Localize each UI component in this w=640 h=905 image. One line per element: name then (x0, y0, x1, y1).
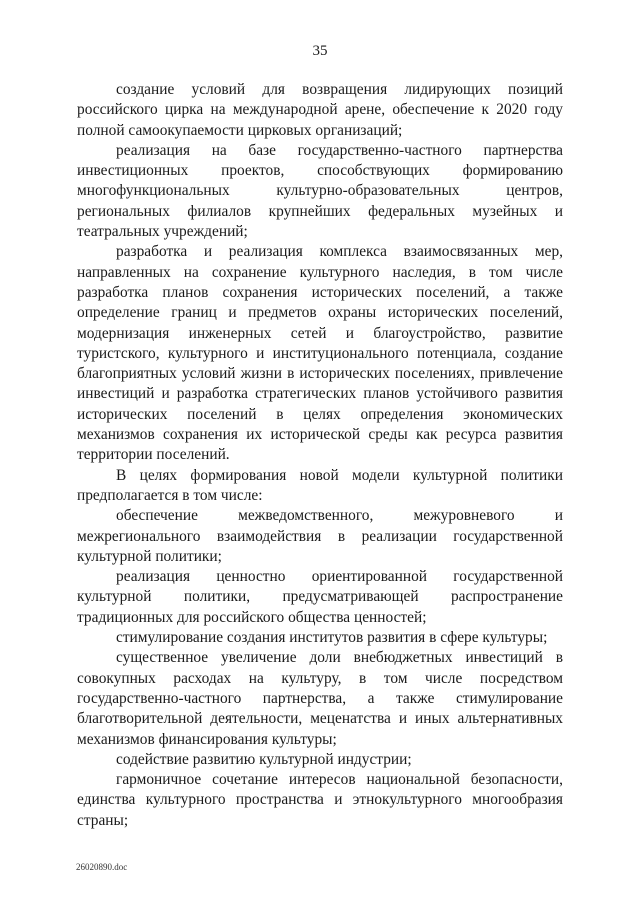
page-number: 35 (312, 43, 328, 59)
paragraph-extrabudgetary-investment: существенное увеличение доли внебюджетных инвестиций в совокупных расходах на культуру, в том числе посредством государственно-частного партнерства, а также стимулирование благотворительной деятельности, меценатства и иных альтернативных механизмов финансирования культуры; (77, 649, 563, 748)
document-body (77, 80, 563, 831)
paragraph-national-security-balance: гармоничное сочетание интересов национальной безопасности, единства культурного пространства и этнокультурного многообразия страны; (77, 771, 563, 829)
paragraph-circus: создание условий для возвращения лидирующих позиций российского цирка на международной арене, обеспечение к 2020 году полной самоокупаемости цирковых организаций; (77, 81, 563, 139)
paragraph-interagency-cooperation: обеспечение межведомственного, межуровневого и межрегионального взаимодействия в реализации государственной культурной политики; (77, 507, 563, 565)
paragraph-value-oriented-policy: реализация ценностно ориентированной государственной культурной политики, предусматривающей распространение традиционных для российского общества ценностей; (77, 568, 563, 626)
paragraph-development-institutions: стимулирование создания институтов развития в сфере культуры; (116, 629, 548, 647)
paragraph-new-cultural-policy-intro: В целях формирования новой модели культурной политики предполагается в том числе: (77, 466, 563, 504)
paragraph-cultural-industry: содействие развитию культурной индустрии; (116, 750, 412, 768)
paragraph-cultural-heritage: разработка и реализация комплекса взаимосвязанных мер, направленных на сохранение культурного наследия, в том числе разработка планов сохранения исторических поселений, а также определение границ и предметов охраны исторических поселений, модернизация инженерных сетей и благоустройство, развитие туристского, культурного и институционального потенциала, создание благоприятных условий жизни в исторических поселениях, привлечение инвестиций и разработка стратегических планов устойчивого развития исторических поселений в целях определения экономических механизмов сохранения их исторической среды как ресурса развития территории поселений. (77, 243, 563, 464)
paragraph-public-private-partnership: реализация на базе государственно-частного партнерства инвестиционных проектов, способствующих формированию многофункциональных культурно-образовательных центров, региональных филиалов крупнейших федеральных музейных и театральных учреждений; (77, 141, 563, 241)
footer-filename: 26020890.doc (76, 862, 128, 872)
